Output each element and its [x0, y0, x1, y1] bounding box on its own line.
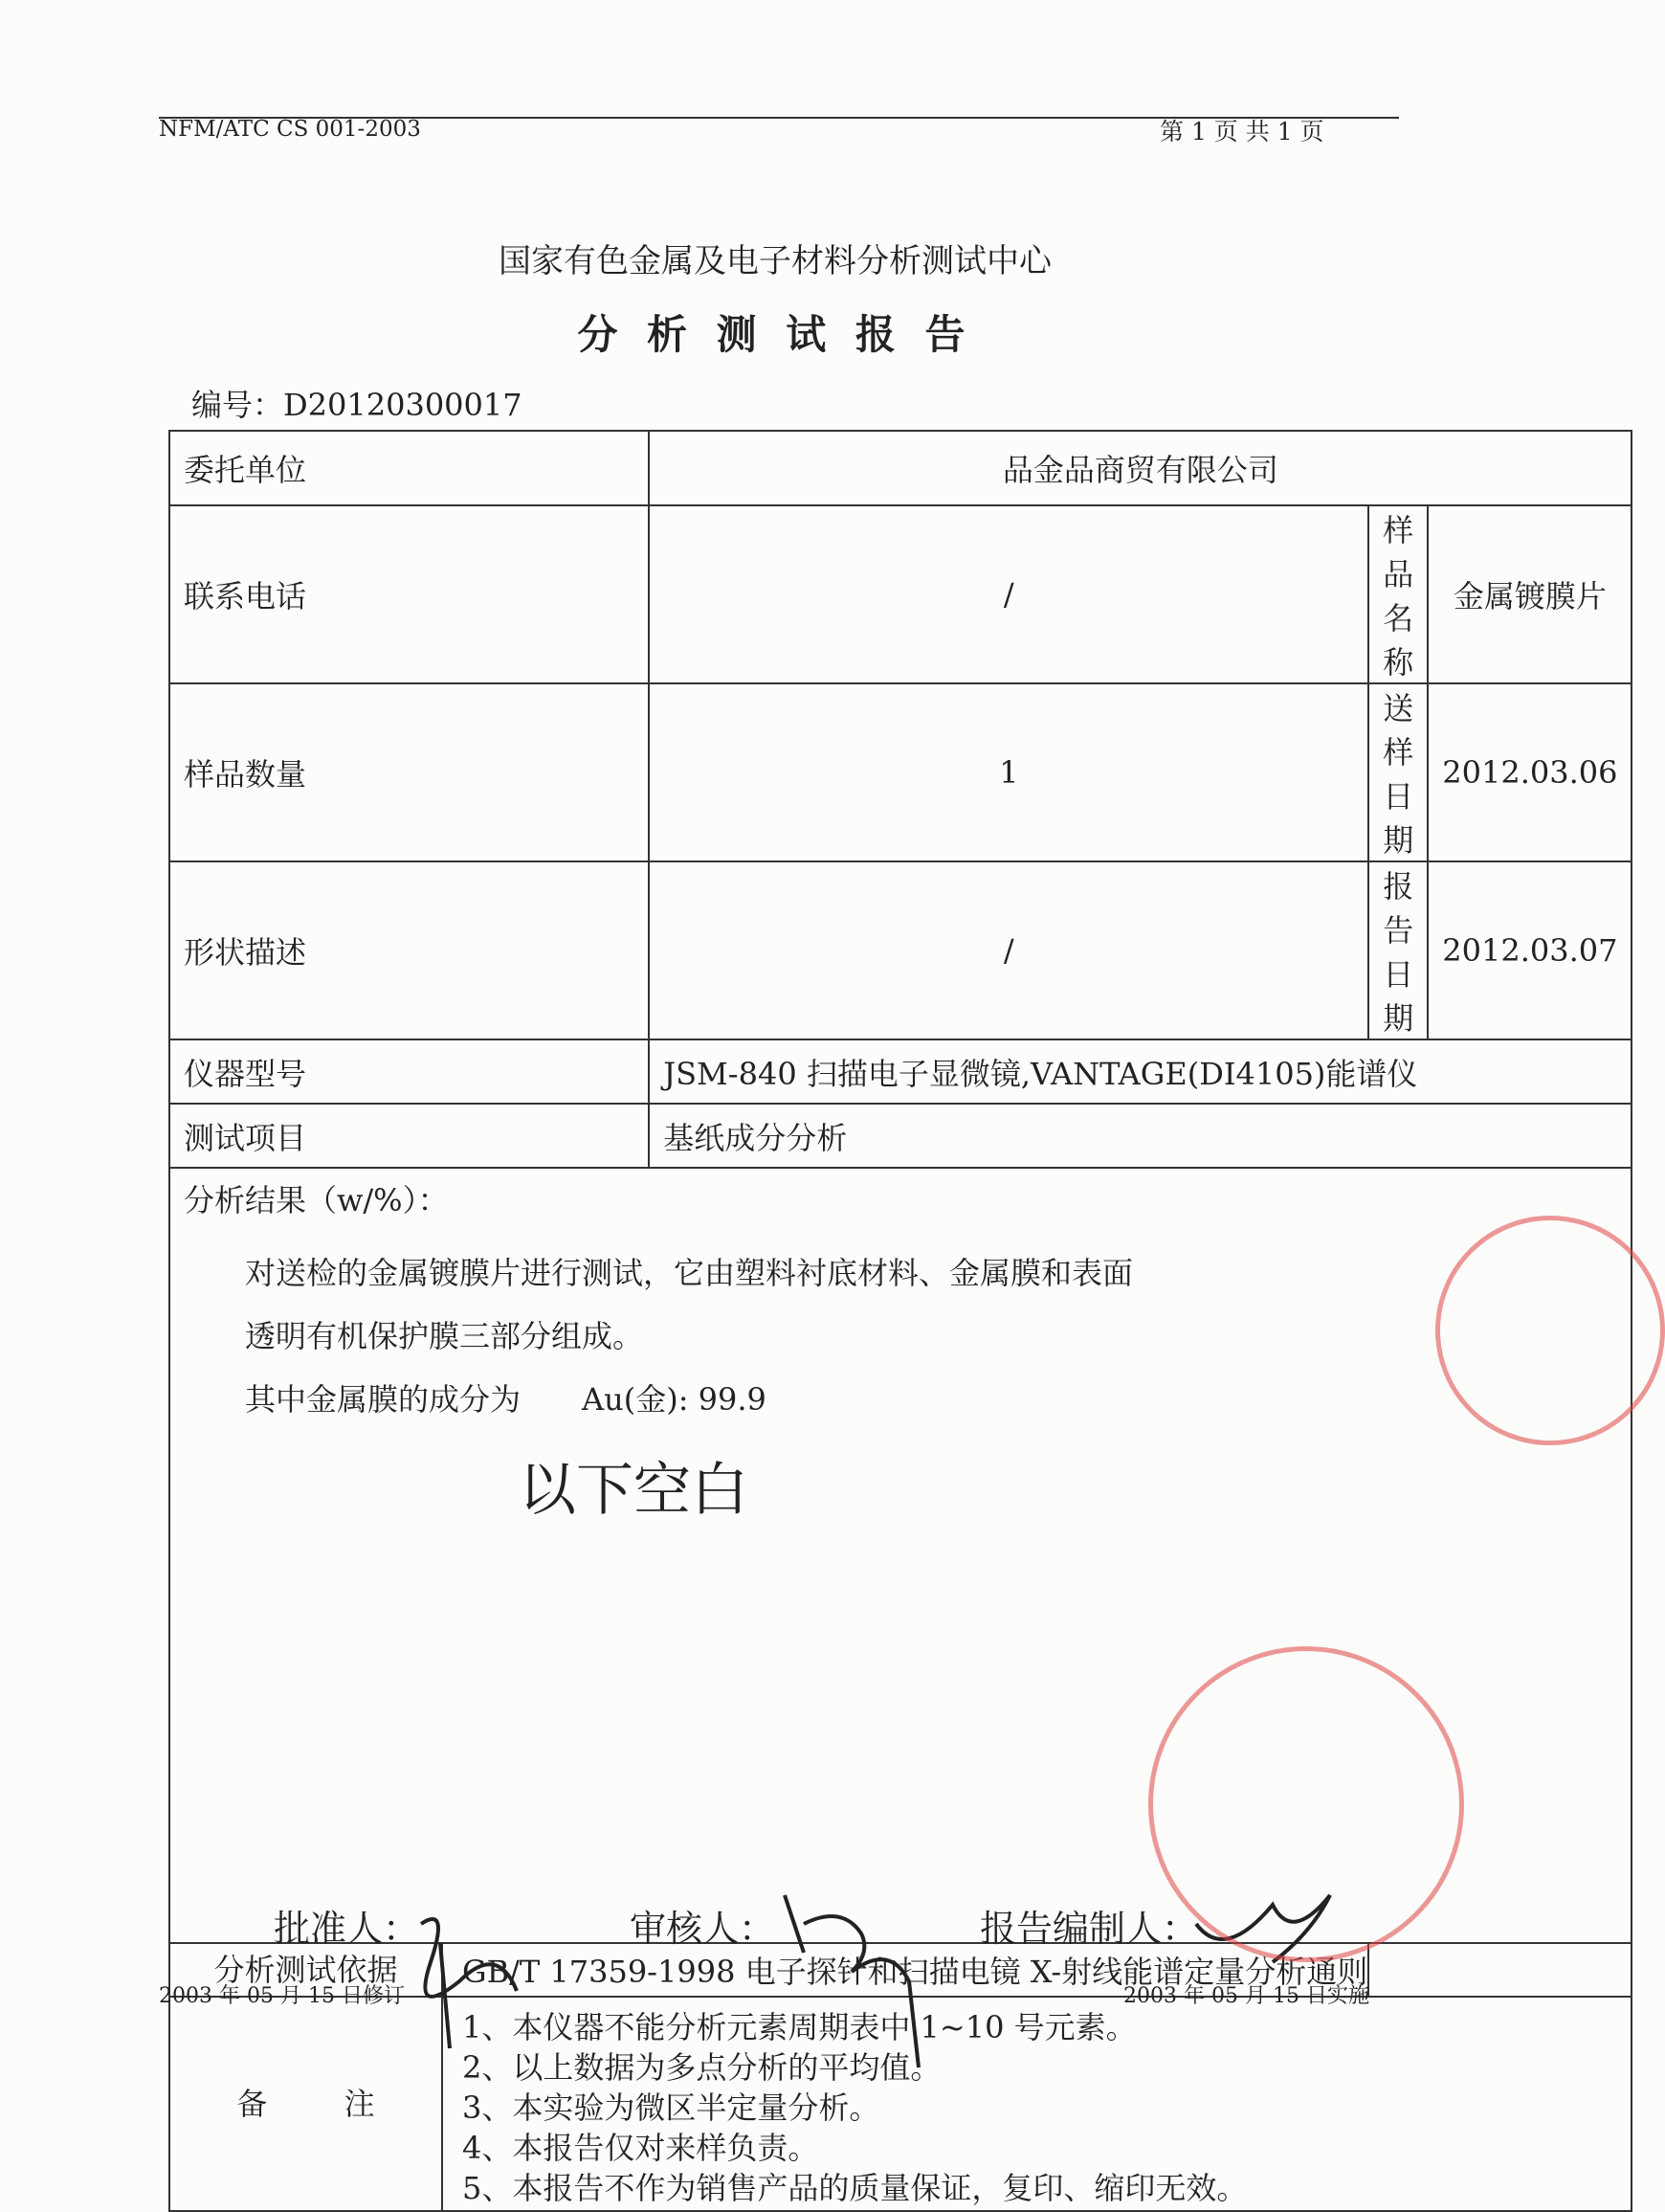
note-item: 2、以上数据为多点分析的平均值。: [462, 2049, 942, 2086]
shape-label: 形状描述: [169, 861, 649, 1039]
compiler-label: 报告编制人：: [980, 1908, 1199, 1950]
notes-label: 备 注: [170, 1998, 443, 2210]
shape-value: /: [649, 861, 1368, 1039]
report-date-value: 2012.03.07: [1428, 861, 1632, 1039]
result-line-3b: Au(金): 99.9: [582, 1381, 766, 1418]
results-label: 分析结果（w/%）：: [184, 1182, 449, 1218]
send-date-label: 送样日期: [1368, 683, 1428, 861]
quantity-value: 1: [649, 683, 1368, 861]
note-item: 4、本报告仅对来样负责。: [462, 2130, 819, 2166]
basis-label: 分析测试依据: [170, 1944, 443, 1996]
report-date-label: 报告日期: [1368, 861, 1428, 1039]
instrument-label: 仪器型号: [169, 1039, 649, 1104]
test-item-value: 基纸成分分析: [649, 1104, 1632, 1168]
note-item: 5、本报告不作为销售产品的质量保证，复印、缩印无效。: [462, 2170, 1248, 2206]
blank-below: 以下空白: [519, 1457, 748, 1524]
revision-date: 2003 年 05 月 15 日修订: [159, 1984, 405, 2008]
note-item: 1、本仪器不能分析元素周期表中 1~10 号元素。: [462, 2009, 1137, 2045]
note-item: 3、本实验为微区半定量分析。: [462, 2089, 880, 2126]
test-item-label: 测试项目: [169, 1104, 649, 1168]
basis-value: GB/T 17359-1998 电子探针和扫描电镜 X-射线能谱定量分析通则: [462, 1954, 1368, 1990]
standard-code: NFM/ATC CS 001-2003: [159, 117, 421, 142]
result-line-2: 透明有机保护膜三部分组成。: [245, 1318, 644, 1354]
sample-name-label: 样品名称: [1368, 505, 1428, 683]
org-name: 国家有色金属及电子材料分析测试中心: [499, 242, 1052, 280]
sample-name-value: 金属镀膜片: [1428, 505, 1632, 683]
page-indicator: 第 1 页 共 1 页: [1160, 118, 1324, 145]
report-number: 编号：D20120300017: [191, 387, 522, 423]
report-title: 分 析 测 试 报 告: [577, 311, 973, 358]
seal-stamp-bottom: [1148, 1646, 1464, 1962]
quantity-label: 样品数量: [169, 683, 649, 861]
phone-value: /: [649, 505, 1368, 683]
result-line-1: 对送检的金属镀膜片进行测试，它由塑料衬底材料、金属膜和表面: [245, 1255, 1134, 1291]
client-value: 品金品商贸有限公司: [649, 431, 1632, 505]
reviewer-label: 审核人：: [630, 1908, 776, 1950]
effective-date: 2003 年 05 月 15 日实施: [1123, 1984, 1369, 2008]
send-date-value: 2012.03.06: [1428, 683, 1632, 861]
client-label: 委托单位: [169, 431, 649, 505]
seal-stamp-top: [1435, 1216, 1665, 1445]
phone-label: 联系电话: [169, 505, 649, 683]
approver-label: 批准人：: [274, 1908, 420, 1950]
instrument-value: JSM-840 扫描电子显微镜,VANTAGE(DI4105)能谱仪: [649, 1039, 1632, 1104]
result-line-3a: 其中金属膜的成分为: [245, 1381, 522, 1418]
